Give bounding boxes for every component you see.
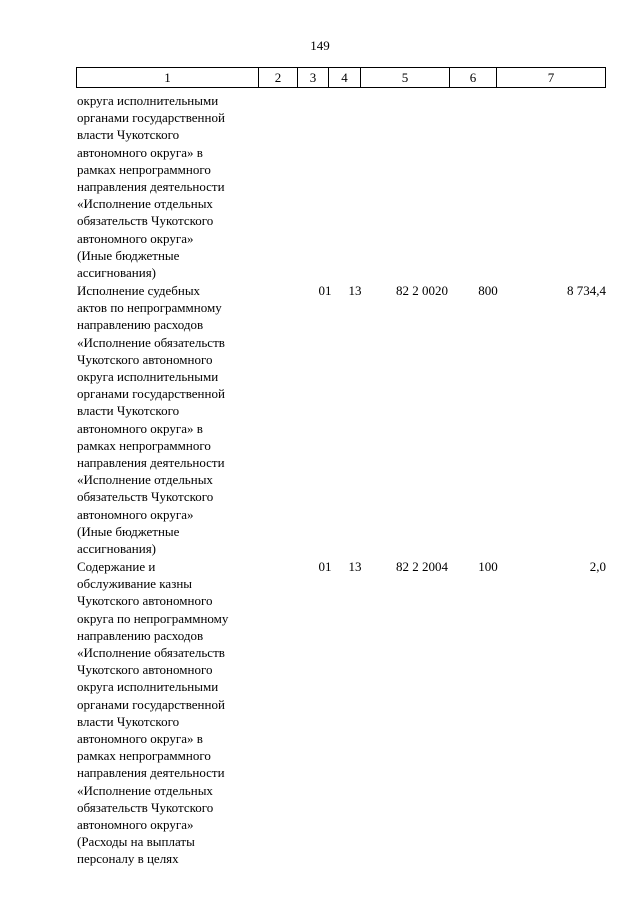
row-amount: 8 734,4	[567, 283, 606, 298]
row-code: 82 2 2004	[396, 559, 448, 574]
column-header-7: 7	[547, 70, 555, 85]
row-expense-type: 800	[478, 283, 498, 298]
column-header-6: 6	[450, 68, 497, 87]
row-code: 82 2 0020	[396, 283, 448, 298]
table-header	[76, 67, 606, 88]
row-amount: 2,0	[589, 559, 606, 574]
row-description: Содержание и обслуживание казны Чукотского автономного округа по непрограммному направлению расходов «Исполнение обязательств Чукотского автономного округа исполнительными органами государственной власти Чукотского автономного округа» в рамках непрограммного направления деятельности «Исполнение отдельных обязательств Чукотского автономного округа» (Расходы на выплаты персоналу в целях	[77, 559, 229, 867]
row-section: 01	[318, 559, 332, 574]
column-header-5: 5	[361, 68, 450, 87]
column-header-4: 4	[329, 68, 361, 87]
row-subsection: 13	[348, 559, 362, 574]
column-header-1: 1	[77, 68, 259, 87]
column-header-3: 3	[298, 68, 329, 87]
page-number: 149	[310, 38, 330, 53]
row-description: Исполнение судебных актов по непрограммному направлению расходов «Исполнение обязательств Чукотского автономного округа исполнительными органами государственной власти Чукотского автономного округа» в рамках непрограммного направления деятельности «Исполнение отдельных обязательств Чукотского автономного округа» (Иные бюджетные ассигнования)	[77, 283, 225, 557]
row-subsection: 13	[348, 283, 362, 298]
column-header-2: 2	[259, 68, 298, 87]
row-expense-type: 100	[478, 559, 498, 574]
row-description: округа исполнительными органами государственной власти Чукотского автономного округа» в рамках непрограммного направления деятельности «Исполнение отдельных обязательств Чукотского автономного округа» (Иные бюджетные ассигнования)	[77, 93, 225, 281]
row-section: 01	[318, 283, 332, 298]
